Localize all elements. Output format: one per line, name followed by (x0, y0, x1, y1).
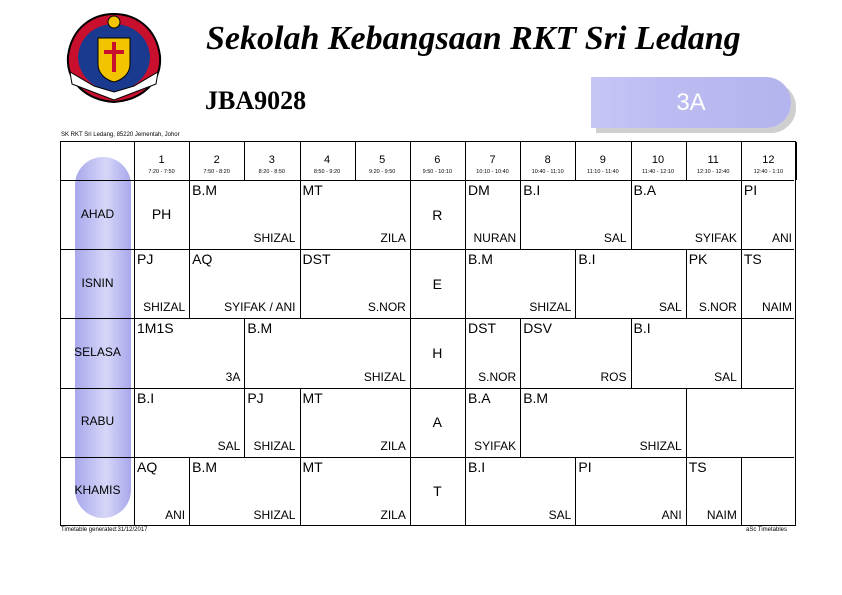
cell-divider (631, 180, 632, 249)
header-column-divider (355, 142, 356, 180)
lesson-teacher: SHIZAL (143, 300, 186, 315)
cell-divider (244, 318, 245, 387)
lesson-subject: DM (468, 182, 490, 198)
break-letter: E (432, 275, 443, 292)
lesson-teacher: SHIZAL (639, 438, 682, 453)
cell-divider (189, 457, 190, 526)
row-divider (61, 318, 794, 319)
lesson-teacher: ANI (165, 508, 186, 522)
day-label: AHAD (80, 206, 115, 221)
period-time: 8:50 - 9:20 (313, 169, 341, 175)
period-time: 12:10 - 12:40 (696, 169, 730, 175)
lesson-teacher: NURAN (473, 231, 517, 246)
cell-divider (741, 249, 742, 318)
period-time: 10:40 - 11:10 (531, 169, 564, 175)
cell-divider (300, 388, 301, 457)
period-number: 8 (544, 154, 551, 166)
header-column-divider (244, 142, 245, 180)
lesson-teacher: ZILA (380, 438, 406, 453)
lesson-subject: MT (302, 458, 323, 475)
cell-divider (520, 180, 521, 249)
column-divider (410, 249, 411, 318)
lesson-teacher: SHIZAL (253, 231, 296, 246)
lesson-subject: MT (302, 182, 323, 198)
period-number: 1 (158, 154, 165, 166)
period-number: 10 (651, 154, 665, 166)
lesson-teacher: S.NOR (367, 300, 406, 315)
lesson-subject: PI (743, 182, 758, 198)
lesson-subject: TS (688, 458, 707, 475)
cell-divider (686, 249, 687, 318)
header-divider (61, 180, 794, 181)
break-letter: A (432, 414, 443, 431)
lesson-teacher: S.NOR (698, 300, 737, 315)
school-code: JBA9028 (205, 86, 307, 115)
lesson-teacher: SAL (217, 438, 241, 453)
day-label: RABU (80, 414, 115, 429)
header-column-divider (410, 142, 411, 180)
lesson-teacher: ANI (772, 231, 793, 246)
lesson-subject: B.M (523, 389, 549, 406)
lesson-subject: B.M (192, 182, 218, 198)
header-column-divider (465, 142, 466, 180)
lesson-teacher: SYIFAK (694, 231, 737, 246)
header-column-divider (631, 142, 632, 180)
lesson-teacher: SYIFAK / ANI (224, 300, 296, 315)
cell-divider (741, 180, 742, 249)
period-number: 5 (379, 154, 386, 166)
lesson-teacher: SHIZAL (253, 438, 296, 453)
lesson-subject: AQ (137, 458, 158, 475)
cell-divider (575, 249, 576, 318)
lesson-subject: B.M (192, 458, 218, 475)
lesson-subject: DST (468, 320, 497, 337)
lesson-teacher: NAIM (706, 508, 737, 522)
header-column-divider (189, 142, 190, 180)
software-credit: aSc Timetables (746, 527, 788, 533)
period-number: 3 (268, 154, 275, 166)
break-letter: T (433, 483, 442, 500)
lesson-subject: B.A (468, 389, 491, 406)
lesson-subject: PK (688, 251, 708, 268)
lesson-teacher: S.NOR (478, 369, 517, 384)
cell-divider (575, 457, 576, 526)
cell-divider (244, 388, 245, 457)
period-time: 8:20 - 8:50 (258, 169, 285, 175)
lesson-subject: B.M (247, 320, 273, 337)
period-time: 9:20 - 9:50 (369, 169, 396, 175)
cell-divider (741, 457, 742, 526)
column-divider (410, 318, 411, 387)
row-divider (61, 249, 794, 250)
lesson-subject: MT (302, 389, 323, 406)
header-column-divider (300, 142, 301, 180)
lesson-subject: TS (743, 251, 762, 268)
lesson-teacher: ZILA (380, 231, 406, 246)
lesson-subject: B.I (578, 251, 596, 268)
lesson-subject: B.A (633, 182, 657, 198)
period-time: 9:50 - 10:10 (422, 169, 453, 175)
lesson-teacher: ANI (661, 508, 682, 522)
period-number: 12 (762, 154, 775, 166)
lesson-subject: B.I (523, 182, 541, 198)
break-letter: R (432, 206, 443, 223)
column-divider (410, 388, 411, 457)
lesson-teacher: SHIZAL (529, 300, 572, 315)
break-letter: H (432, 345, 443, 361)
lesson-subject: B.M (468, 251, 493, 268)
cell-divider (741, 318, 742, 387)
header-column-divider (796, 142, 797, 180)
lesson-subject: DST (302, 251, 331, 268)
generated-note: Timetable generated:31/12/2017 (61, 527, 148, 533)
header-column-divider (575, 142, 576, 180)
cell-divider (686, 457, 687, 526)
cell-divider (520, 388, 521, 457)
timetable-grid (60, 141, 796, 526)
lesson-teacher: SAL (659, 300, 682, 315)
lesson-teacher: ZILA (380, 508, 406, 522)
row-divider (61, 457, 794, 458)
day-label: KHAMIS (74, 483, 121, 498)
lesson-subject: B.I (468, 458, 486, 475)
row-divider (61, 388, 794, 389)
lesson-subject: 1M1S (137, 320, 174, 337)
period-number: 11 (707, 154, 719, 166)
day-label: SELASA (74, 345, 121, 359)
school-crest-logo (64, 12, 164, 104)
column-divider (410, 457, 411, 526)
period-number: 9 (599, 154, 606, 166)
school-address: SK RKT Sri Ledang, 85220 Jementah, Johor (61, 132, 180, 138)
lesson-teacher: SHIZAL (253, 508, 296, 522)
header-column-divider (741, 142, 742, 180)
cell-divider (189, 180, 190, 249)
period-number: 6 (434, 154, 441, 166)
class-badge (591, 77, 791, 128)
lesson-teacher: 3A (225, 369, 241, 384)
header-column-divider (134, 142, 135, 180)
period-number: 4 (323, 154, 331, 166)
lesson-subject: AQ (192, 251, 213, 268)
school-name: Sekolah Kebangsaan RKT Sri Ledang (206, 20, 741, 57)
period-number: 2 (213, 154, 220, 166)
lesson-subject: B.I (633, 320, 651, 337)
lesson-subject: DSV (523, 320, 552, 337)
lesson-teacher: SYIFAK (474, 438, 517, 453)
period-time: 11:10 - 11:40 (587, 169, 619, 175)
header-column-divider (520, 142, 521, 180)
class-name: 3A (676, 88, 706, 116)
column-divider (410, 180, 411, 249)
cell-divider (300, 249, 301, 318)
period-time: 12:40 - 1:10 (753, 169, 784, 175)
lesson-teacher: SAL (714, 369, 737, 384)
lesson-teacher: SHIZAL (363, 369, 406, 384)
cell-divider (520, 318, 521, 387)
lesson-teacher: SAL (603, 231, 627, 246)
lesson-subject: B.I (137, 389, 155, 406)
cell-divider (300, 457, 301, 526)
cell-divider (300, 180, 301, 249)
period-time: 11:40 - 12:10 (642, 169, 675, 175)
lesson-teacher: NAIM (762, 300, 793, 315)
lesson-teacher: SAL (548, 508, 572, 522)
lesson-subject: PJ (137, 251, 154, 268)
period-time: 10:10 - 10:40 (476, 169, 509, 175)
period-number: 7 (489, 154, 496, 166)
period-time: 7:20 - 7:50 (148, 169, 175, 175)
cell-divider (189, 249, 190, 318)
cell-divider (686, 388, 687, 457)
day-label: ISNIN (81, 275, 114, 290)
lesson-teacher: ROS (600, 369, 627, 384)
lesson-subject: PJ (247, 389, 264, 406)
lesson-subject: PH (151, 205, 172, 222)
lesson-subject: PI (578, 458, 592, 475)
header-column-divider (686, 142, 687, 180)
period-time: 7:50 - 8:20 (203, 169, 230, 175)
cell-divider (631, 318, 632, 387)
